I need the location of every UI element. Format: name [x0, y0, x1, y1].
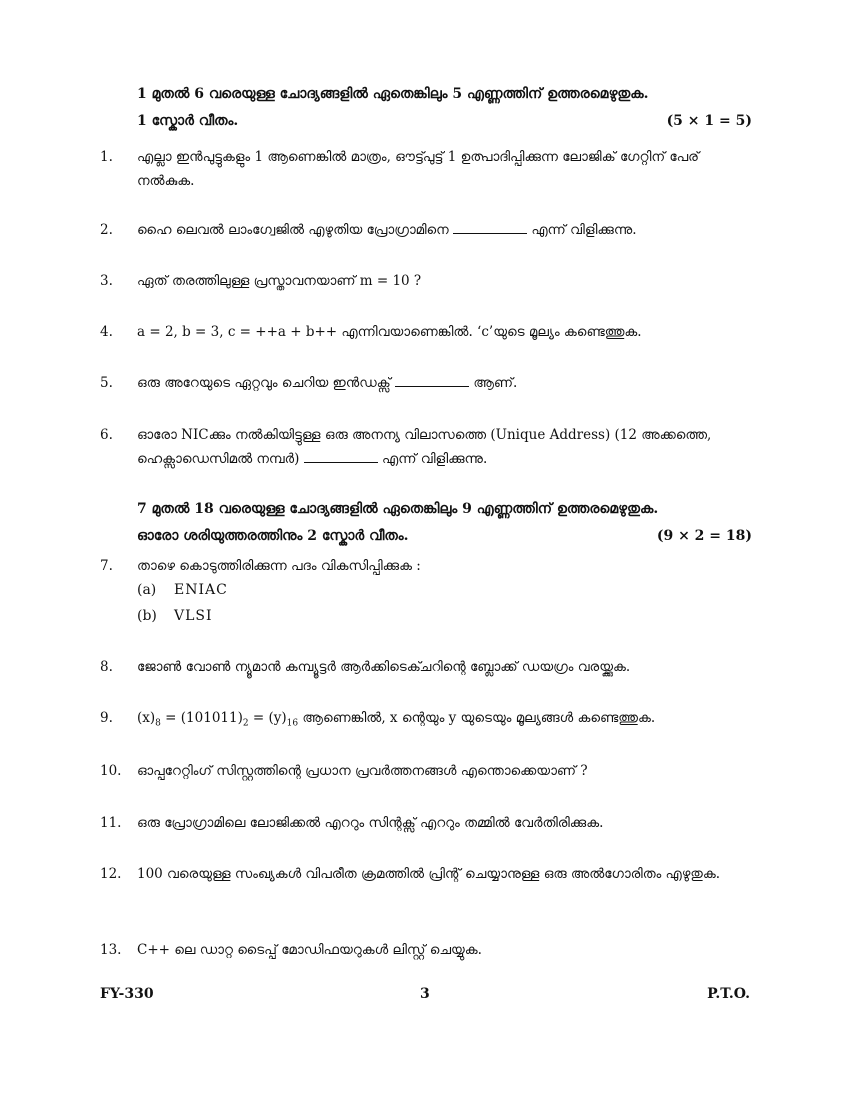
paper-code: FY-330: [100, 986, 154, 1002]
option-value: VLSI: [174, 608, 213, 624]
option-label: (a): [137, 582, 157, 598]
question-text: ഓപ്പറേറ്റിംഗ് സിസ്റ്റത്തിന്റെ പ്രധാന പ്രവർത്തനങ്ങൾ എന്തൊക്കെയാണ് ?: [137, 763, 588, 779]
question-text: താഴെ കൊടുത്തിരിക്കുന്ന പദം വികസിപ്പിക്കുക :: [137, 558, 421, 574]
question-text: ജോൺ വോൺ ന്യൂമാൻ കമ്പ്യൂട്ടർ ആർക്കിടെക്ചറിന്റെ ബ്ലോക്ക് ഡയഗ്രം വരയ്ക്കുക.: [137, 659, 631, 675]
question-text: a = 2, b = 3, c = ++a + b++ എന്നിവയാണെങ്കിൽ. ‘c’യുടെ മൂല്യം കണ്ടെത്തുക.: [137, 324, 642, 340]
question-text-pre: ഓരോ NICക്കും നൽകിയിട്ടുള്ള ഒരു അനന്യ വിലാസത്തെ (Unique Address) (12 അക്കത്തെ, ഹെക്സാഡെസിമൽ നമ്പർ): [137, 427, 712, 467]
question-number: 13.: [100, 942, 122, 958]
question-number: 7.: [100, 558, 113, 574]
question-number: 12.: [100, 866, 122, 882]
question-text-post: എന്ന് വിളിക്കുന്നു.: [382, 451, 488, 467]
section-2-score-note: ഓരോ ശരിയുത്തരത്തിനും 2 സ്കോർ വീതം.: [137, 528, 409, 544]
question-number: 4.: [100, 324, 113, 340]
fill-blank: [395, 372, 469, 387]
question-number: 6.: [100, 427, 113, 443]
question-number: 8.: [100, 659, 113, 675]
question-text: C++ ലെ ഡാറ്റ ടൈപ്പ് മോഡിഫയറുകൾ ലിസ്റ്റ് ചെയ്യുക.: [137, 942, 482, 958]
question-text: 100 വരെയുള്ള സംഖ്യകൾ വിപരീത ക്രമത്തിൽ പ്രിന്റ് ചെയ്യാനുള്ള ഒരു അൽഗോരിതം എഴുതുക.: [137, 866, 721, 882]
question-text: [137, 371, 752, 395]
section-1-instruction: 1 മുതൽ 6 വരെയുള്ള ചോദ്യങ്ങളിൽ ഏതെങ്കിലും 5 എണ്ണത്തിന് ഉത്തരമെഴുതുക.: [137, 86, 649, 102]
question-text: [137, 218, 752, 242]
question-text: എല്ലാ ഇൻപുട്ടുകളും 1 ആണെങ്കിൽ മാത്രം, ഔട്ട്പുട്ട് 1 ഉത്പാദിപ്പിക്കുന്ന ലോജിക് ഗേറ്റിന് പേര് നൽകുക.: [137, 149, 700, 189]
question-text-post: ആണ്.: [473, 375, 518, 391]
section-1-score-note: 1 സ്കോർ വീതം.: [137, 113, 239, 129]
option-label: (b): [137, 608, 157, 624]
question-number: 1.: [100, 149, 113, 165]
question-number: 5.: [100, 375, 113, 391]
question-text-pre: ഹൈ ലെവൽ ലാംഗ്വേജിൽ എഴുതിയ പ്രോഗ്രാമിനെ: [137, 222, 449, 238]
y-term: = (y): [248, 710, 287, 726]
page-number: 3: [420, 986, 430, 1002]
base-16: 16: [286, 718, 299, 729]
binary-term: = (101011): [160, 710, 243, 726]
question-number: 3.: [100, 273, 113, 289]
question-number: 10.: [100, 763, 122, 779]
question-number: 9.: [100, 710, 113, 726]
option-value: ENIAC: [174, 582, 228, 598]
please-turn-over: P.T.O.: [707, 986, 750, 1002]
question-text-pre: ഒരു അറേയുടെ ഏറ്റവും ചെറിയ ഇൻഡക്സ്: [137, 375, 391, 391]
question-number: 2.: [100, 222, 113, 238]
fill-blank: [304, 448, 378, 463]
section-1-marks: (5 × 1 = 5): [666, 113, 752, 129]
base-8: 8: [155, 718, 161, 729]
base-2: 2: [242, 718, 249, 729]
section-2-marks: (9 × 2 = 18): [656, 528, 752, 544]
question-text: ഏത് തരത്തിലുള്ള പ്രസ്താവനയാണ് m = 10 ?: [137, 273, 422, 289]
section-2-instruction: 7 മുതൽ 18 വരെയുള്ള ചോദ്യങ്ങളിൽ ഏതെങ്കിലും 9 എണ്ണത്തിന് ഉത്തരമെഴുതുക.: [137, 501, 659, 517]
x-term: (x): [137, 710, 156, 726]
question-text: ഒരു പ്രോഗ്രാമിലെ ലോജിക്കൽ എററും സിന്റക്സ് എററും തമ്മിൽ വേർതിരിക്കുക.: [137, 815, 604, 831]
question-text-rest: ആണെങ്കിൽ, x ന്റെയും y യുടെയും മൂല്യങ്ങൾ കണ്ടെത്തുക.: [298, 710, 656, 726]
question-text-post: എന്ന് വിളിക്കുന്നു.: [531, 222, 637, 238]
question-number: 11.: [100, 815, 122, 831]
question-text: [137, 423, 752, 471]
question-text: [137, 706, 752, 736]
fill-blank: [453, 219, 527, 234]
